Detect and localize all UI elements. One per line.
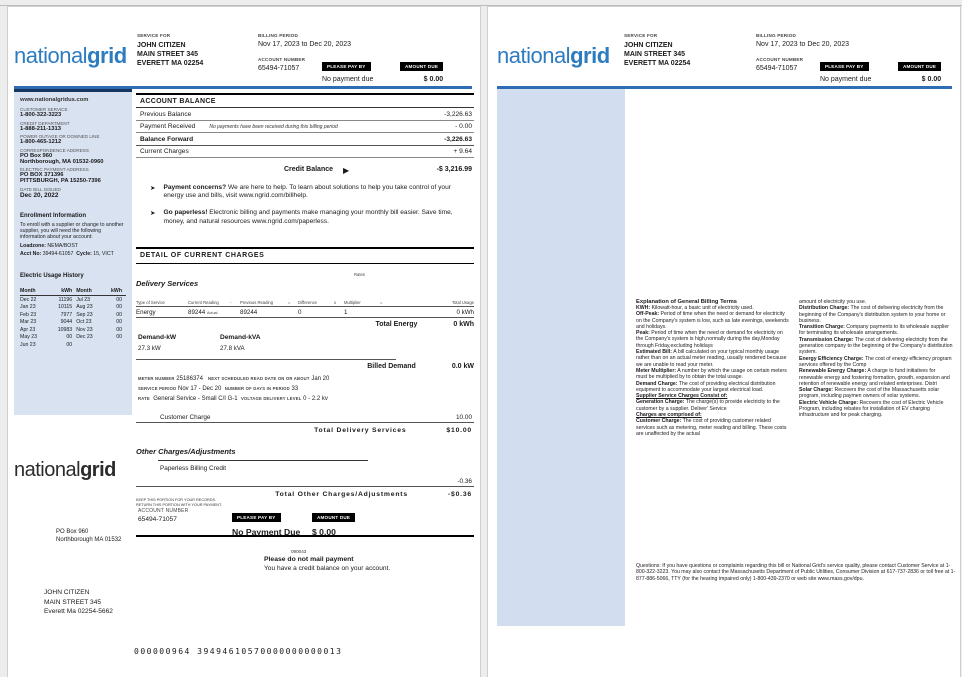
term-name: Distribution Charge: xyxy=(799,305,850,312)
usage-cell: 9044 xyxy=(60,319,73,326)
usage-cell: 11196 xyxy=(58,296,73,303)
amount-due-block xyxy=(898,55,941,83)
account-number-value: 65494-71057 xyxy=(756,65,798,72)
billing-summary-block xyxy=(258,33,476,81)
logo-text-national: national xyxy=(14,459,81,481)
term-def xyxy=(799,356,956,369)
acct-cycle-line xyxy=(20,251,126,257)
demand-block xyxy=(136,334,396,360)
blank-sidebar-panel xyxy=(497,89,625,626)
term-text: Company payments to its wholesale supplier for terminating its wholesale arrangements. xyxy=(799,324,949,337)
rate-value: General Service - Small C/I G-1 xyxy=(153,396,238,403)
cell-service: Energy xyxy=(136,308,156,316)
bullet-arrow-icon: ➤ xyxy=(150,210,156,218)
term-text: amount of electricity you use. xyxy=(799,299,867,305)
stub-amount-due-badge: AMOUNT DUE xyxy=(312,513,355,522)
cell-multiplier: 1 xyxy=(344,308,348,316)
cell-current xyxy=(188,309,230,316)
term-def xyxy=(636,399,790,412)
col-multiplier: Multiplier xyxy=(344,299,361,305)
term-def xyxy=(799,324,956,337)
correspondence-address-line1: PO Box 960 xyxy=(20,152,53,159)
term-text: The cost of delivering electricity from the beginning of the Company's distribution system to your home or business. xyxy=(799,305,946,324)
term-name: Transmission Charge: xyxy=(799,336,854,343)
logo-text-grid: grid xyxy=(80,459,116,481)
account-number-label: ACCOUNT NUMBER xyxy=(258,57,306,62)
demand-kw-label: Demand-kW xyxy=(138,334,177,342)
voltage-level-value: 0 - 2.2 kv xyxy=(303,396,328,403)
usage-cell: Nov 23 xyxy=(76,326,93,333)
billed-demand-row xyxy=(136,360,474,372)
usage-row xyxy=(20,295,126,303)
total-delivery-label: Total Delivery Services xyxy=(314,426,407,434)
term-def xyxy=(799,368,956,387)
delivery-table-row-energy xyxy=(136,307,474,318)
contact-sidebar xyxy=(14,89,132,415)
usage-cell xyxy=(102,341,126,349)
correspondence-address-line2: Northborough, MA 01532-0960 xyxy=(20,158,104,165)
usage-cell: 00 xyxy=(116,296,122,303)
service-for-block xyxy=(624,33,690,68)
do-not-mail-text: You have a credit balance on your account. xyxy=(264,565,391,572)
terms-right-column xyxy=(799,299,956,419)
amount-due-badge: AMOUNT DUE xyxy=(898,62,941,71)
enrollment-info-text: To enroll with a supplier or change to another supplier, you will need the following information about your account: xyxy=(20,221,124,241)
other-charges-title: Other Charges/Adjustments xyxy=(136,447,236,457)
mailing-address-name: JOHN CITIZEN xyxy=(44,589,90,596)
usage-col-kwh-1: kWh xyxy=(47,287,76,296)
electric-payment-line2: PITTSBURGH, PA 15250-7396 xyxy=(20,178,101,184)
message-body: We are here to help. To learn about solutions to help you take control of your energy use and bills, visit www.ngrid.com/billhelp. xyxy=(163,184,451,200)
usage-cell: 00 xyxy=(116,319,122,326)
usage-cell: Jan 23 xyxy=(20,304,36,311)
please-pay-by-block xyxy=(322,55,373,83)
col-equals: = xyxy=(288,299,291,305)
service-period-value: Nov 17 - Dec 20 xyxy=(178,386,222,393)
term-def xyxy=(799,305,956,324)
term-def xyxy=(636,311,790,330)
go-paperless-message xyxy=(136,209,474,225)
account-number-block xyxy=(756,57,803,72)
bullet-arrow-icon: ➤ xyxy=(150,185,156,192)
customer-charge-label: Customer Charge xyxy=(160,414,211,422)
ocr-scanline: 000000964 39494610570000000000013 xyxy=(134,647,343,656)
cycle-label: Cycle: xyxy=(76,250,92,257)
meter-number-label: METER NUMBER xyxy=(138,376,175,382)
delivery-services-title: Delivery Services xyxy=(136,278,199,288)
paperless-credit-value: -0.36 xyxy=(136,472,474,487)
usage-row xyxy=(20,341,126,349)
balance-row-payment-received xyxy=(136,121,474,134)
term-text: The cost of providing electrical distribution equipment to accommodate your largest electrical load. xyxy=(636,380,776,393)
electric-usage-history xyxy=(20,273,126,349)
date-bill-issued-label: DATE BILL ISSUED xyxy=(20,186,61,192)
balance-row-forward xyxy=(136,133,474,146)
term-text: The cost of delivering electricity from the generation company to the beginning of the Company's distribution system. xyxy=(799,336,953,356)
balance-value: + 9.64 xyxy=(453,148,472,155)
billing-summary-block xyxy=(756,33,956,81)
return-address-line1: PO Box 960 xyxy=(56,529,89,535)
total-other-value: -$0.36 xyxy=(447,490,472,498)
loadzone-label: Loadzone: xyxy=(20,242,46,249)
remittance-stub xyxy=(136,506,474,537)
col-difference: Difference xyxy=(298,299,318,305)
voltage-level-label: VOLTAGE DELIVERY LEVEL xyxy=(240,396,302,402)
cell-current-sub: Actual xyxy=(206,310,218,315)
balance-value: -3,226.63 xyxy=(444,110,472,118)
usage-cell: Feb 23 xyxy=(20,311,37,318)
total-other-label: Total Other Charges/Adjustments xyxy=(275,490,408,498)
usage-cell: 10115 xyxy=(58,304,73,311)
cell-total-usage: 0 kWh xyxy=(456,308,474,316)
power-outage-label: POWER OUTAGE OR DOWNED LINE xyxy=(20,134,100,139)
term-text: A bill calculated on your typical monthly usage rather than on an actual meter reading, usually rendered because we are unable to read your meter. xyxy=(636,349,787,368)
credit-balance-value: -$ 3,216.99 xyxy=(436,166,472,173)
term-def xyxy=(799,400,956,419)
recipient-address-1: MAIN STREET 345 xyxy=(137,51,199,58)
amount-due-value: $ 0.00 xyxy=(423,76,444,83)
electric-payment-line1: PO BOX 371396 xyxy=(20,172,64,178)
paperless-credit-label: Paperless Billing Credit xyxy=(160,465,227,473)
stub-account-label: ACCOUNT NUMBER xyxy=(138,508,189,514)
col-type-of-service: Type of Service xyxy=(136,299,165,305)
rate-line xyxy=(136,396,474,402)
balance-label: Balance Forward xyxy=(140,135,194,143)
term-text: A number by which the usage on certain meters must be multiplied by to obtain the total usage. xyxy=(636,367,787,381)
account-number-block xyxy=(258,57,305,72)
demand-kw-value: 27.3 kW xyxy=(138,345,161,353)
stub-account-value: 65494-71057 xyxy=(138,516,177,523)
please-pay-by-value: No payment due xyxy=(322,76,374,83)
nationalgrid-logo xyxy=(14,43,127,69)
days-in-period-label: NUMBER OF DAYS IN PERIOD xyxy=(224,386,290,392)
nationalgrid-logo xyxy=(497,43,610,69)
recipient-address-1: MAIN STREET 345 xyxy=(624,51,686,58)
logo-text-national: national xyxy=(14,43,88,68)
credit-department-phone: 1-888-211-1313 xyxy=(20,125,61,132)
usage-cell: 00 xyxy=(116,326,122,333)
term-text: The cost of energy efficiency program services offered by the Comp xyxy=(799,355,952,368)
power-outage-phone: 1-800-465-1212 xyxy=(20,139,62,145)
total-energy-value: 0 kWh xyxy=(453,321,474,329)
delivery-table-header xyxy=(136,300,474,308)
meter-number-value: 25186374 xyxy=(176,376,203,383)
term-name: Solar Charge: xyxy=(799,387,834,394)
message-text xyxy=(163,184,453,200)
credit-balance-label: Credit Balance xyxy=(284,166,334,173)
acct-no-label: Acct No: xyxy=(20,250,42,257)
usage-row xyxy=(20,326,126,334)
recipient-address-2: EVERETT MA 02254 xyxy=(137,60,204,67)
cell-current-value: 89244 xyxy=(188,308,206,316)
billed-demand-value: 0.0 kW xyxy=(451,363,474,371)
demand-kva-label: Demand-kVA xyxy=(220,334,261,342)
service-for-label: SERVICE FOR xyxy=(624,33,658,38)
stub-amount-due-value: $ 0.00 xyxy=(312,527,336,537)
billing-period-value: Nov 17, 2023 to Dec 20, 2023 xyxy=(258,41,352,48)
customer-service-phone: 1-800-322-3223 xyxy=(20,112,62,118)
balance-label: Payment Received xyxy=(140,123,196,130)
usage-cell: Sep 23 xyxy=(76,311,93,318)
stub-amount-due-block xyxy=(312,506,355,537)
usage-history-title: Electric Usage History xyxy=(20,272,84,279)
cell-previous: 89244 xyxy=(240,308,258,316)
term-text: The cost of providing customer related services such as metering, meter reading and billing. These costs are unaffected by the actual xyxy=(636,418,787,437)
balance-value: -3,226.63 xyxy=(444,135,472,143)
term-text: Kilowatt-hour, a basic unit of electricity used. xyxy=(650,305,754,311)
term-text: Period of time when the need or demand for electricity on the Company's system is high,normally during the day,Monday through Friday,excluding holidays xyxy=(636,330,783,349)
payment-note: No payments have been received during this billing period xyxy=(209,124,338,130)
days-in-period-value: 33 xyxy=(291,386,299,393)
detail-of-charges-title: DETAIL OF CURRENT CHARGES xyxy=(136,247,474,264)
usage-header-row xyxy=(20,287,126,296)
other-charges-rule xyxy=(158,460,368,461)
usage-cell: Jun 23 xyxy=(20,342,36,349)
do-not-mail-title: Please do not mail payment xyxy=(264,556,354,563)
usage-col-month-2: Month xyxy=(76,287,102,296)
term-def xyxy=(636,330,790,349)
usage-cell: Dec 22 xyxy=(20,296,37,303)
term-name: Peak: xyxy=(636,330,650,337)
usage-cell: Aug 23 xyxy=(76,304,93,311)
cycle-value: 15, VICT xyxy=(93,250,114,257)
usage-cell: 7977 xyxy=(60,311,73,318)
term-def xyxy=(636,368,790,381)
account-balance-title: ACCOUNT BALANCE xyxy=(136,93,474,108)
next-read-value: Jan 20 xyxy=(311,376,330,383)
term-name: Estimated Bill: xyxy=(636,349,673,356)
usage-cell: May 23 xyxy=(20,334,38,341)
delivery-services-table xyxy=(136,300,474,331)
account-number-label: ACCOUNT NUMBER xyxy=(756,57,804,62)
term-name: Charges are comprised of: xyxy=(636,412,702,419)
bill-main-content xyxy=(136,93,474,501)
amount-due-badge: AMOUNT DUE xyxy=(400,62,443,71)
term-text: Recovers the cost of Electric Vehicle Program, including rebates for installation of EV charging infrastructure and for peak charging. xyxy=(799,399,944,419)
term-name: Customer Charge: xyxy=(636,418,682,425)
col-minus: - xyxy=(230,299,232,305)
correspondence-address-label: CORRESPONDENCE ADDRESS xyxy=(20,147,89,153)
stub-pay-by-block xyxy=(232,506,300,537)
usage-cell: 00 xyxy=(116,334,122,341)
questions-paragraph: Questions: If you have questions or complaints regarding this bill or National Grid's service quality, please contact Customer Service at 1-800-322-3223. You may also contact the Massachusetts Department of Public Utilities, Consumer Division at 617-737-2836 or toll free at 1-877-886-5066, TTY (for the hearing impaired only) 1-800-439-2370 or web site www.mass.gov/dpu. xyxy=(636,563,956,582)
usage-cell: 00 xyxy=(66,342,73,349)
loadzone-value: NEMA/BOST xyxy=(47,242,78,249)
amount-due-block xyxy=(400,55,443,83)
usage-cell: Mar 23 xyxy=(20,319,37,326)
billing-period-label: BILLING PERIOD xyxy=(756,33,797,38)
total-delivery-value: $10.00 xyxy=(446,426,472,434)
credit-department-label: CREDIT DEPARTMENT xyxy=(20,120,70,126)
mailing-address-city: Everett Ma 02254-5662 xyxy=(44,608,113,615)
usage-history-table xyxy=(20,287,126,349)
stub-account-block xyxy=(138,508,189,523)
service-period-line xyxy=(136,386,474,392)
usage-row xyxy=(20,303,126,311)
balance-value: - 0.00 xyxy=(455,123,472,130)
message-text xyxy=(163,209,453,225)
stub-pay-by-badge: PLEASE PAY BY xyxy=(232,513,281,522)
rate-label: RATE xyxy=(138,396,150,402)
term-name: Transition Charge: xyxy=(799,324,845,331)
payment-concerns-message xyxy=(136,184,474,200)
usage-cell: Apr 23 xyxy=(20,326,36,333)
term-name: Meter Multiplier: xyxy=(636,367,677,374)
total-energy-row xyxy=(136,318,474,330)
usage-col-month-1: Month xyxy=(20,287,47,296)
usage-col-kwh-2: kWh xyxy=(102,287,126,296)
website-link[interactable]: www.nationalgridus.com xyxy=(20,97,89,103)
term-def xyxy=(636,349,790,368)
demand-kva-value: 27.8 kVA xyxy=(220,345,245,353)
bill-page-2 xyxy=(487,6,961,677)
customer-service-label: CUSTOMER SERVICE xyxy=(20,107,68,112)
nationalgrid-logo-footer xyxy=(14,459,116,482)
usage-cell: 00 xyxy=(116,304,122,311)
credit-balance-row xyxy=(136,166,474,175)
mailing-address-street: MAIN STREET 345 xyxy=(44,598,102,606)
billed-demand-label: Billed Demand xyxy=(367,363,416,371)
usage-cell xyxy=(76,341,102,349)
please-pay-by-value: No payment due xyxy=(820,76,872,83)
service-for-label: SERVICE FOR xyxy=(137,33,171,38)
message-title: Payment concerns? xyxy=(163,184,227,191)
next-read-label: NEXT SCHEDULED READ DATE ON OR ABOUT xyxy=(208,376,310,382)
bill-page-1 xyxy=(7,6,481,677)
term-def xyxy=(636,381,790,394)
usage-cell: 00 xyxy=(116,311,122,318)
term-text: Recovers the cost of the Massachusetts solar program, including paymen owners of solar systems. xyxy=(799,387,940,400)
please-pay-by-badge: PLEASE PAY BY xyxy=(820,62,869,71)
stub-pay-by-value: No Payment Due xyxy=(232,527,301,537)
account-number-value: 65494-71057 xyxy=(258,65,300,72)
usage-cell: 00 xyxy=(66,334,73,341)
please-pay-by-badge: PLEASE PAY BY xyxy=(322,62,371,71)
recipient-address-2: EVERETT MA 02254 xyxy=(624,60,691,67)
usage-row xyxy=(20,319,126,327)
service-period-label: SERVICE PERIOD xyxy=(138,386,177,392)
usage-cell: Jul 23 xyxy=(76,296,91,303)
usage-cell: Oct 23 xyxy=(76,319,92,326)
customer-charge-row xyxy=(136,412,474,423)
customer-charge-value: 10.00 xyxy=(456,414,472,422)
terms-left-column xyxy=(636,299,790,437)
term-name: Renewable Energy Charge: xyxy=(799,368,867,375)
logo-text-national: national xyxy=(497,43,571,68)
balance-row-current-charges xyxy=(136,146,474,159)
logo-text-grid: grid xyxy=(570,43,610,68)
billing-period-value: Nov 17, 2023 to Dec 20, 2023 xyxy=(756,41,850,48)
total-energy-label: Total Energy xyxy=(375,321,418,329)
col-times: x xyxy=(334,299,337,305)
date-bill-issued-value: Dec 20, 2022 xyxy=(20,191,59,199)
recipient-name: JOHN CITIZEN xyxy=(137,42,186,49)
return-address xyxy=(56,528,121,544)
term-name: Off-Peak: xyxy=(636,311,660,318)
logo-text-grid: grid xyxy=(87,43,127,68)
terms-heading: Explanation of General Billing Terms xyxy=(636,299,738,305)
term-def xyxy=(799,387,956,400)
term-def xyxy=(636,418,790,437)
loadzone-line xyxy=(20,243,126,249)
meter-number-line xyxy=(136,376,474,382)
term-text: The charge(s) to provide electricity to the customer by a supplier. Deliver' Service xyxy=(636,399,780,412)
term-name: Electric Vehicle Charge: xyxy=(799,399,859,406)
term-name: Demand Charge: xyxy=(636,380,678,387)
keep-line-1: KEEP THIS PORTION FOR YOUR RECORDS. xyxy=(136,498,217,502)
cell-difference: 0 xyxy=(298,308,302,316)
term-def xyxy=(799,337,956,356)
term-text: A charge to fund initiatives for renewable energy and fostering formation, growth, expansion and retention of renewable energy and related enterprises. Distri xyxy=(799,368,950,387)
balance-label: Current Charges xyxy=(140,148,189,155)
col-current-reading: Current Reading xyxy=(188,299,219,305)
col-total-usage: Total Usage xyxy=(451,299,474,305)
keep-line-2: RETURN THIS PORTION WITH YOUR PAYMENT. xyxy=(136,502,222,507)
message-body: Electronic billing and payments make managing your monthly bill easier. Save time, money, and natural resources www.ngrid.com/paperless. xyxy=(163,209,453,225)
message-title: Go paperless! xyxy=(163,209,208,217)
total-delivery-row xyxy=(136,423,474,437)
usage-cell: 10983 xyxy=(57,326,73,333)
form-code: 090043 xyxy=(291,549,307,554)
recipient-name: JOHN CITIZEN xyxy=(624,42,673,49)
service-for-block xyxy=(137,33,203,68)
credit-arrow-icon: ▶ xyxy=(343,166,350,175)
rates-note: Rates xyxy=(354,271,365,277)
acct-no-value: 39494-61057 xyxy=(42,250,74,257)
enrollment-info-title: Enrollment Information xyxy=(20,212,86,219)
balance-label: Previous Balance xyxy=(140,110,192,118)
return-address-line2: Northborough MA 01532 xyxy=(56,537,122,543)
balance-row-previous xyxy=(136,108,474,121)
mailing-address xyxy=(44,588,113,617)
term-name: Energy Efficiency Charge: xyxy=(799,355,864,362)
electric-payment-address-label: ELECTRIC PAYMENT ADDRESS xyxy=(20,167,89,172)
do-not-mail-notice xyxy=(264,556,390,572)
amount-due-value: $ 0.00 xyxy=(921,76,942,83)
col-equals-2: = xyxy=(380,299,383,305)
usage-row xyxy=(20,334,126,342)
col-previous-reading: Previous Reading xyxy=(240,299,274,305)
term-name: Supplier Service Charges Consist of: xyxy=(636,393,728,400)
please-pay-by-block xyxy=(820,55,871,83)
billing-period-label: BILLING PERIOD xyxy=(258,33,299,38)
usage-cell: Dec 23 xyxy=(76,334,93,341)
term-text: Period of time when the need or demand for electricity on the Company's system is low, such as late evenings, weekends and holidays. xyxy=(636,311,789,330)
usage-row xyxy=(20,311,126,319)
term-name: Generation Charge: xyxy=(636,399,685,406)
term-name: KWH: xyxy=(636,305,651,311)
